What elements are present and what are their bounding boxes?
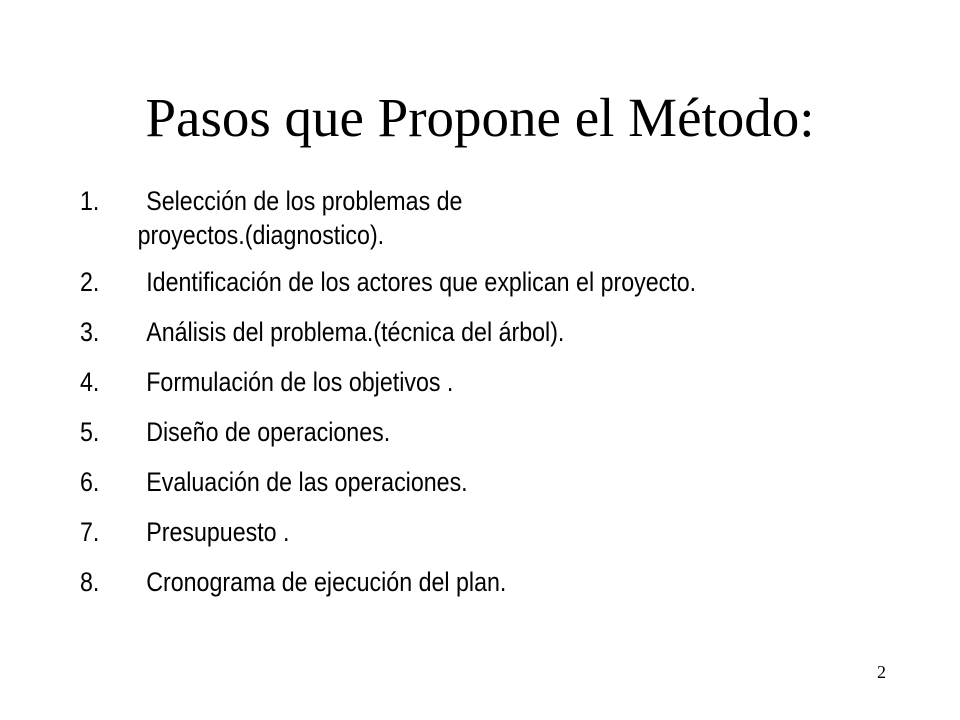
step-text-line: proyectos.(diagnostico). bbox=[137, 220, 385, 250]
step-text: Análisis del problema.(técnica del árbol). bbox=[146, 317, 565, 347]
step-text: Diseño de operaciones. bbox=[146, 417, 391, 447]
step-item-3 bbox=[80, 315, 785, 349]
step-text-line: Selección de los problemas de bbox=[146, 186, 463, 216]
step-number: 5. bbox=[80, 417, 100, 447]
step-number: 1. bbox=[80, 186, 100, 216]
step-text: Formulación de los objetivos . bbox=[146, 367, 454, 397]
step-text bbox=[137, 184, 785, 252]
step-text: Evaluación de las operaciones. bbox=[146, 467, 468, 497]
steps-list bbox=[80, 184, 785, 615]
step-number: 6. bbox=[80, 467, 100, 497]
page-number: 2 bbox=[877, 662, 886, 682]
step-item-5 bbox=[80, 415, 785, 449]
step-number: 2. bbox=[80, 267, 100, 297]
step-item-1 bbox=[80, 184, 785, 252]
step-number: 4. bbox=[80, 367, 100, 397]
step-number: 7. bbox=[80, 517, 100, 547]
step-item-4 bbox=[80, 365, 785, 399]
step-text: Identificación de los actores que explican el proyecto. bbox=[146, 267, 697, 297]
step-item-2 bbox=[80, 265, 785, 299]
step-item-8 bbox=[80, 565, 785, 599]
step-item-6 bbox=[80, 465, 785, 499]
slide-title: Pasos que Propone el Método: bbox=[145, 87, 815, 148]
step-item-7 bbox=[80, 515, 785, 549]
step-text: Cronograma de ejecución del plan. bbox=[146, 567, 507, 597]
step-text: Presupuesto . bbox=[146, 517, 290, 547]
step-number: 8. bbox=[80, 567, 100, 597]
step-number: 3. bbox=[80, 317, 100, 347]
